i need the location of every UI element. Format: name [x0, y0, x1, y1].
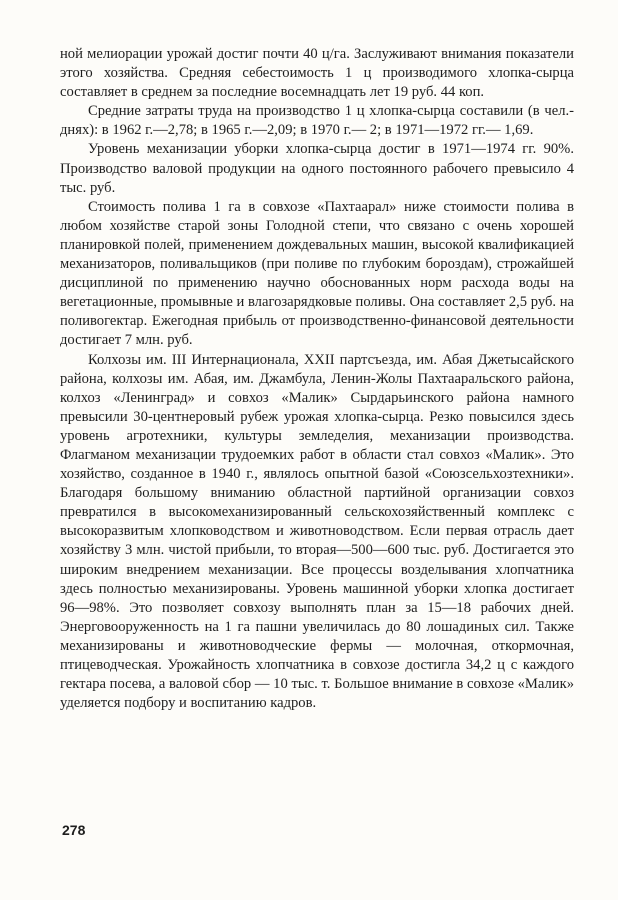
paragraph-1: ной мелиорации урожай достиг почти 40 ц/га. Заслуживают внимания показатели этого хозяйства. Средняя себестоимость 1 ц производимого хлопка-сырца составляет в среднем за последние восемнадцать лет 19 руб. 44 коп.	[60, 46, 574, 101]
paragraph-2: Средние затраты труда на производство 1 ц хлопка-сырца составили (в чел.-днях): в 1962 г.—2,78; в 1965 г.—2,09; в 1970 г.— 2; в 1971—1972 гг.— 1,69.	[60, 103, 574, 139]
body-text	[60, 45, 574, 713]
paragraph-5: Колхозы им. III Интернационала, XXII партсъезда, им. Абая Джетысайского района, колхозы им. Абая, им. Джамбула, Ленин-Жолы Пахтааральского района, колхоз «Ленинград» и совхоз «Малик» Сырдарьинского района намного превысили 30-центнеровый рубеж урожая хлопка-сырца. Резко повысился здесь уровень агротехники, культуры земледелия, механизации производства. Флагманом механизации трудоемких работ в области стал совхоз «Малик». Это хозяйство, созданное в 1940 г., являлось опытной базой «Союзсельхозтехники». Благодаря большому вниманию областной партийной организации совхоз превратился в высокомеханизированный сельскохозяйственный комплекс с высокоразвитым хлопководством и животноводством. Если первая отрасль дает хозяйству 3 млн. чистой прибыли, то вторая—500—600 тыс. руб. Достигается это широким внедрением механизации. Все процессы возделывания хлопчатника здесь полностью механизированы. Уровень машинной уборки хлопка достигает 96—98%. Это позволяет совхозу выполнять план за 15—18 рабочих дней. Энерговооруженность на 1 га пашни увеличилась до 80 лошадиных сил. Также механизированы и животноводческие фермы — молочная, откормочная, птицеводческая. Урожайность хлопчатника в совхозе достигла 34,2 ц с каждого гектара посева, а валовой сбор — 10 тыс. т. Большое внимание в совхозе «Малик» уделяется подбору и воспитанию кадров.	[60, 351, 574, 712]
paragraph-4: Стоимость полива 1 га в совхозе «Пахтаарал» ниже стоимости полива в любом хозяйстве старой зоны Голодной степи, что связано с очень хорошей планировкой полей, применением дождевальных машин, высокой квалификацией механизаторов, поливальщиков (при поливе по глубоким бороздам), строжайшей дисциплиной по применению научно обоснованных норм расхода воды на вегетационные, промывные и влагозарядковые поливы. Она составляет 2,5 руб. на поливогектар. Ежегодная прибыль от производственно-финансовой деятельности достигает 7 млн. руб.	[60, 198, 574, 349]
page-number: 278	[62, 822, 86, 838]
paragraph-3: Уровень механизации уборки хлопка-сырца достиг в 1971—1974 гг. 90%. Производство валовой продукции на одного постоянного рабочего превысило 4 тыс. руб.	[60, 141, 574, 196]
